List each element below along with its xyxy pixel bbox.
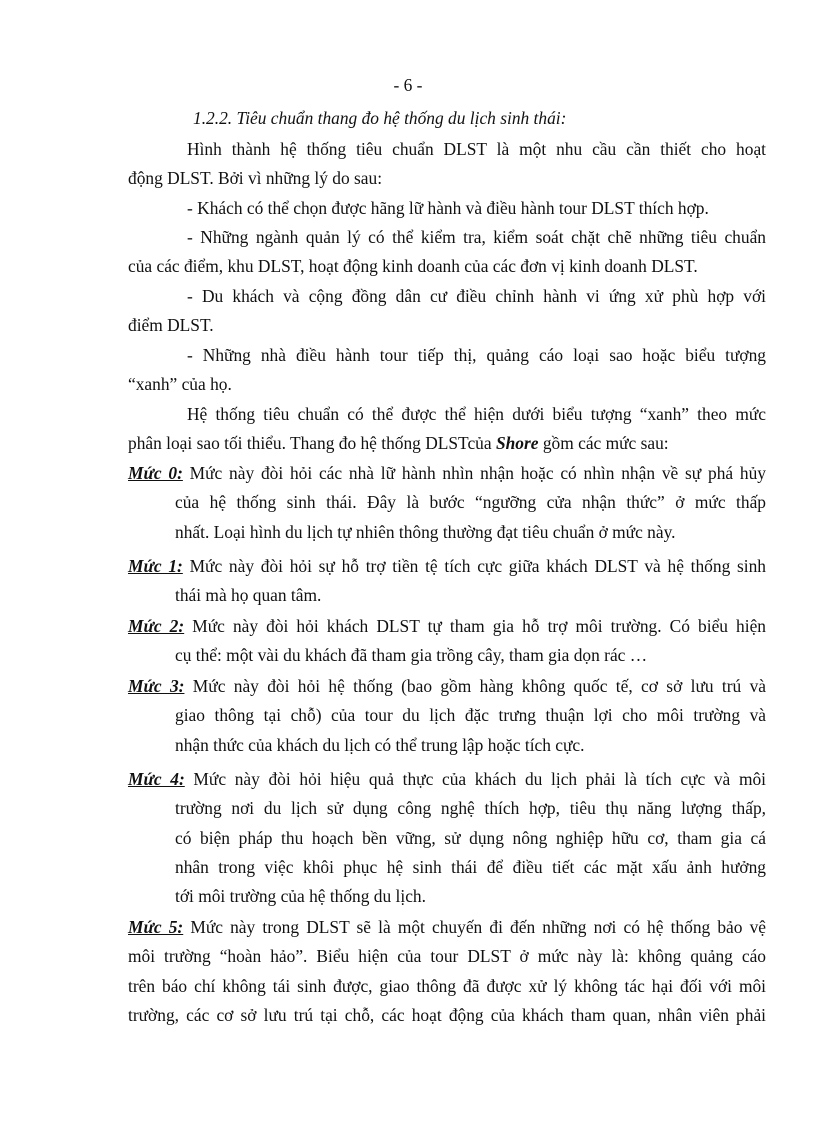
bullet-3-line-1: - Du khách và cộng đồng dân cư điều chỉnh hành vi ứng xử phù hợp với [187, 286, 766, 306]
page-number: - 6 - [393, 75, 423, 95]
level-0 [128, 459, 766, 547]
section-heading: 1.2.2. Tiêu chuẩn thang đo hệ thống du lịch sinh thái: [193, 108, 567, 128]
level-4-text-1: Mức này đòi hỏi hiệu quả thực của khách du lịch phải là tích cực và môi [184, 769, 766, 789]
bullet-2 [128, 223, 766, 282]
level-4-line-1 [128, 765, 766, 794]
level-5 [128, 913, 766, 1030]
bullet-4-line-1: - Những nhà điều hành tour tiếp thị, quảng cáo loại sao hoặc biểu tượng [187, 345, 766, 365]
level-3 [128, 672, 766, 760]
level-5-line-3: trên báo chí không tái sinh được, giao thông đã được xử lý không tác hại đối với môi [128, 975, 766, 996]
level-0-line-2: của hệ thống sinh thái. Đây là bước “ngưỡng cửa nhận thức” ở mức thấp [175, 492, 766, 513]
bullet-4-line-2: “xanh” của họ. [128, 374, 232, 395]
intro-line-2: động DLST. Bởi vì những lý do sau: [128, 168, 383, 189]
level-2-label: Mức 2: [128, 616, 185, 636]
level-5-line-2: môi trường “hoàn hảo”. Biểu hiện của tour DLST ở mức này là: không quảng cáo [128, 946, 766, 967]
level-5-text-1: Mức này trong DLST sẽ là một chuyến đi đến những nơi có hệ thống bảo vệ [183, 917, 767, 937]
level-0-label: Mức 0: [128, 463, 183, 483]
level-3-text-1: Mức này đòi hỏi hệ thống (bao gồm hàng không quốc tế, cơ sở lưu trú và [184, 676, 767, 696]
level-3-line-3: nhận thức của khách du lịch có thể trung lập hoặc tích cực. [175, 734, 585, 755]
level-4-line-4: nhân trong việc khôi phục hệ sinh thái để điều tiết các mặt xấu ảnh hưởng [175, 856, 766, 877]
level-1-line-1 [128, 552, 766, 581]
level-4-line-3: có biện pháp thu hoạch bền vững, sử dụng nông nghiệp hữu cơ, tham gia cá [175, 827, 766, 848]
bullet-2-line-2: của các điểm, khu DLST, hoạt động kinh doanh của các đơn vị kinh doanh DLST. [128, 256, 698, 277]
bullet-3-line-2: điểm DLST. [128, 315, 214, 336]
intro-line-1: Hình thành hệ thống tiêu chuẩn DLST là một nhu cầu cần thiết cho hoạt [187, 139, 766, 159]
level-1 [128, 552, 766, 611]
level-2-line-1 [128, 612, 766, 641]
level-1-line-2: thái mà họ quan tâm. [175, 585, 322, 606]
level-0-line-1 [128, 459, 766, 488]
system-line-2-post: gồm các mức sau: [538, 433, 669, 454]
level-2 [128, 612, 766, 671]
level-5-label: Mức 5: [128, 917, 184, 937]
level-1-text-1: Mức này đòi hỏi sự hỗ trợ tiền tệ tích cực giữa khách DLST và hệ thống sinh [182, 556, 766, 576]
level-3-label: Mức 3: [128, 676, 185, 696]
shore-name: Shore [495, 433, 539, 454]
system-paragraph [128, 400, 766, 459]
level-5-line-4: trường, các cơ sở lưu trú tại chỗ, các hoạt động của khách tham quan, nhân viên phải [128, 1004, 766, 1025]
level-1-label: Mức 1: [128, 556, 183, 576]
level-4 [128, 765, 766, 911]
bullet-3 [128, 282, 766, 341]
level-3-line-2: giao thông tại chỗ) của tour du lịch đặc trưng thuận lợi cho môi trường và [175, 705, 766, 726]
system-line-2 [128, 429, 766, 458]
level-4-line-5: tới môi trường của hệ thống du lịch. [175, 886, 426, 907]
level-2-line-2: cụ thể: một vài du khách đã tham gia trồng cây, tham gia dọn rác … [175, 645, 648, 666]
level-4-label: Mức 4: [128, 769, 185, 789]
bullet-1: - Khách có thể chọn được hãng lữ hành và điều hành tour DLST thích hợp. [187, 198, 709, 218]
system-line-1: Hệ thống tiêu chuẩn có thể được thể hiện dưới biểu tượng “xanh” theo mức [187, 404, 766, 424]
level-5-line-1 [128, 913, 766, 942]
level-4-line-2: trường nơi du lịch sử dụng công nghệ thích hợp, tiêu thụ năng lượng thấp, [175, 798, 766, 819]
level-2-text-1: Mức này đòi hỏi khách DLST tự tham gia hỗ trợ môi trường. Có biểu hiện [184, 616, 767, 636]
bullet-2-line-1: - Những ngành quản lý có thể kiểm tra, kiểm soát chặt chẽ những tiêu chuẩn [187, 227, 766, 247]
level-3-line-1 [128, 672, 766, 701]
level-0-text-1: Mức này đòi hỏi các nhà lữ hành nhìn nhận hoặc có nhìn nhận về sự phá hủy [182, 463, 766, 483]
system-line-2-pre: phân loại sao tối thiểu. Thang đo hệ thống DLSTcủa [128, 433, 496, 454]
bullet-4 [128, 341, 766, 400]
intro-paragraph [128, 135, 766, 194]
level-0-line-3: nhất. Loại hình du lịch tự nhiên thông thường đạt tiêu chuẩn ở mức này. [175, 521, 676, 542]
